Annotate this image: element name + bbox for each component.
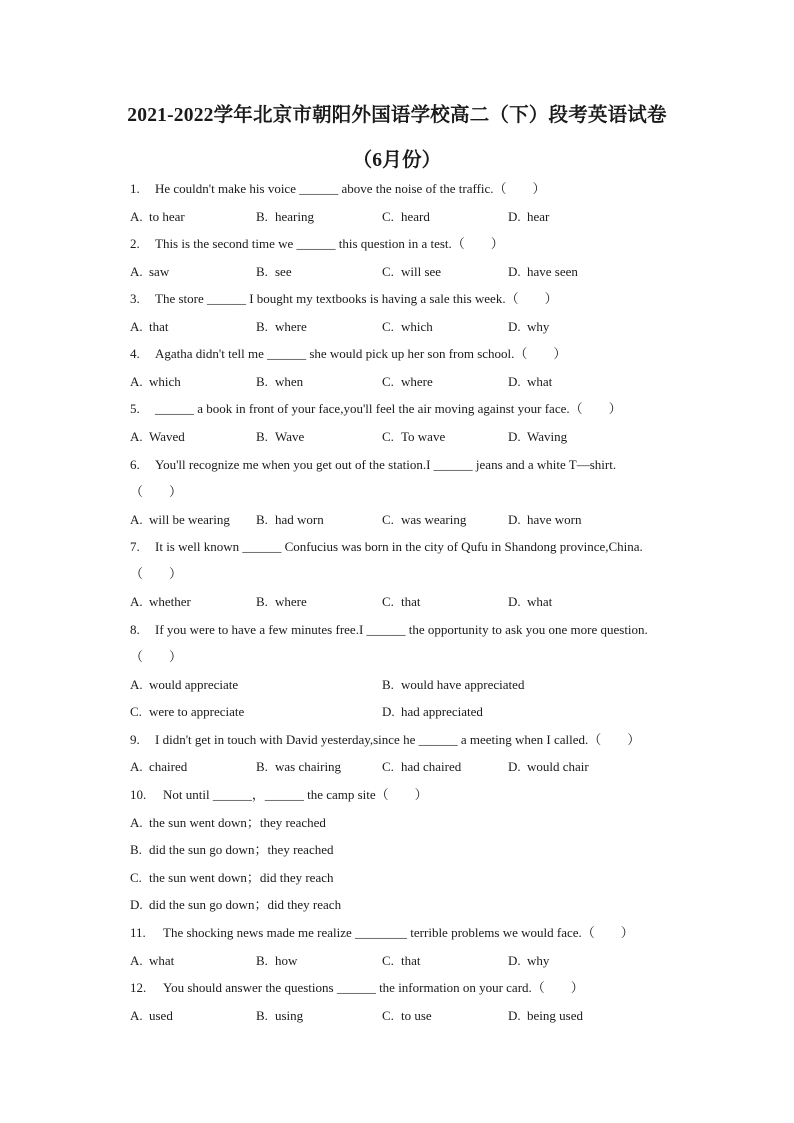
option-d[interactable] bbox=[508, 429, 567, 445]
option-letter: A. bbox=[130, 815, 143, 830]
option-b[interactable] bbox=[256, 953, 297, 969]
option-text: used bbox=[149, 1008, 173, 1023]
option-text: the sun went down；did they reach bbox=[149, 870, 334, 885]
option-b[interactable] bbox=[382, 677, 524, 693]
option-b[interactable] bbox=[256, 1008, 303, 1024]
option-d[interactable] bbox=[508, 759, 589, 775]
option-text: which bbox=[149, 374, 181, 389]
option-a[interactable] bbox=[130, 759, 187, 775]
option-text: which bbox=[401, 319, 433, 334]
question-11 bbox=[130, 925, 634, 941]
option-c[interactable] bbox=[382, 594, 421, 610]
question-7 bbox=[130, 539, 643, 555]
option-letter: C. bbox=[130, 870, 142, 885]
option-b[interactable] bbox=[256, 594, 307, 610]
option-d[interactable] bbox=[508, 209, 549, 225]
option-text: when bbox=[275, 374, 304, 389]
question-number: 9. bbox=[130, 732, 140, 747]
option-letter: B. bbox=[382, 677, 394, 692]
exam-subtitle: （6月份） bbox=[352, 150, 442, 171]
option-d[interactable] bbox=[508, 594, 552, 610]
question-text: Not until ______，______ the camp site（ ） bbox=[163, 787, 428, 802]
option-c[interactable] bbox=[382, 209, 430, 225]
answer-bracket: （ ） bbox=[130, 649, 183, 664]
question-number: 11. bbox=[130, 925, 146, 940]
option-b[interactable] bbox=[256, 429, 304, 445]
option-text: would have appreciated bbox=[401, 677, 525, 692]
option-text: how bbox=[275, 953, 298, 968]
option-text: that bbox=[149, 319, 169, 334]
question-2 bbox=[130, 236, 504, 252]
option-text: will see bbox=[401, 264, 442, 279]
option-text: where bbox=[401, 374, 433, 389]
option-a[interactable] bbox=[130, 815, 326, 831]
question-number: 4. bbox=[130, 346, 140, 361]
question-number: 3. bbox=[130, 291, 140, 306]
option-d[interactable] bbox=[130, 897, 341, 913]
option-d[interactable] bbox=[382, 704, 483, 720]
option-text: had chaired bbox=[401, 759, 462, 774]
option-letter: D. bbox=[508, 209, 521, 224]
option-text: would appreciate bbox=[149, 677, 239, 692]
option-a[interactable] bbox=[130, 1008, 173, 1024]
option-text: heard bbox=[401, 209, 430, 224]
option-d[interactable] bbox=[508, 512, 582, 528]
option-text: Waved bbox=[149, 429, 185, 444]
question-text: The store ______ I bought my textbooks is having a sale this week.（ ） bbox=[155, 291, 558, 306]
question-number: 8. bbox=[130, 622, 140, 637]
option-c[interactable] bbox=[382, 374, 433, 390]
option-a[interactable] bbox=[130, 209, 185, 225]
option-b[interactable] bbox=[256, 759, 341, 775]
option-b[interactable] bbox=[256, 319, 307, 335]
option-letter: A. bbox=[130, 1008, 143, 1023]
option-letter: D. bbox=[508, 1008, 521, 1023]
option-letter: A. bbox=[130, 319, 143, 334]
option-letter: D. bbox=[508, 512, 521, 527]
question-5 bbox=[130, 401, 622, 417]
question-text: You should answer the questions ______ the information on your card.（ ） bbox=[163, 980, 584, 995]
option-letter: D. bbox=[508, 429, 521, 444]
question-9 bbox=[130, 732, 640, 748]
option-text: was wearing bbox=[401, 512, 467, 527]
option-text: Wave bbox=[275, 429, 305, 444]
option-d[interactable] bbox=[508, 319, 549, 335]
question-text: ______ a book in front of your face,you'll feel the air moving against your face.（ ） bbox=[155, 401, 622, 416]
option-text: did the sun go down；did they reach bbox=[149, 897, 342, 912]
option-text: being used bbox=[527, 1008, 583, 1023]
option-text: where bbox=[275, 319, 307, 334]
question-10 bbox=[130, 787, 428, 803]
option-text: hear bbox=[527, 209, 550, 224]
option-text: To wave bbox=[401, 429, 446, 444]
option-letter: B. bbox=[256, 374, 268, 389]
option-letter: D. bbox=[508, 319, 521, 334]
option-text: the sun went down；they reached bbox=[149, 815, 326, 830]
option-c[interactable] bbox=[382, 953, 421, 969]
option-letter: B. bbox=[130, 842, 142, 857]
option-letter: D. bbox=[508, 759, 521, 774]
option-text: why bbox=[527, 319, 550, 334]
option-letter: C. bbox=[382, 429, 394, 444]
option-text: that bbox=[401, 594, 421, 609]
option-letter: C. bbox=[382, 512, 394, 527]
question-4 bbox=[130, 346, 566, 362]
answer-bracket: （ ） bbox=[130, 566, 183, 581]
option-text: that bbox=[401, 953, 421, 968]
option-text: to use bbox=[401, 1008, 432, 1023]
answer-bracket: （ ） bbox=[130, 484, 183, 499]
question-number: 10. bbox=[130, 787, 147, 802]
option-letter: A. bbox=[130, 594, 143, 609]
option-text: what bbox=[149, 953, 175, 968]
option-a[interactable] bbox=[130, 319, 169, 335]
question-text: If you were to have a few minutes free.I ______ the opportunity to ask you one more question. bbox=[155, 622, 648, 637]
option-text: Waving bbox=[527, 429, 568, 444]
option-letter: B. bbox=[256, 429, 268, 444]
option-b[interactable] bbox=[256, 264, 292, 280]
question-text: Agatha didn't tell me ______ she would pick up her son from school.（ ） bbox=[155, 346, 567, 361]
option-letter: A. bbox=[130, 677, 143, 692]
option-letter: C. bbox=[382, 953, 394, 968]
option-letter: D. bbox=[508, 264, 521, 279]
question-number: 1. bbox=[130, 181, 140, 196]
option-a[interactable] bbox=[130, 374, 181, 390]
option-b[interactable] bbox=[256, 512, 324, 528]
option-letter: A. bbox=[130, 512, 143, 527]
option-letter: C. bbox=[130, 704, 142, 719]
option-letter: A. bbox=[130, 759, 143, 774]
option-text: were to appreciate bbox=[149, 704, 245, 719]
option-letter: B. bbox=[256, 953, 268, 968]
option-letter: D. bbox=[382, 704, 395, 719]
option-c[interactable] bbox=[382, 429, 445, 445]
option-letter: A. bbox=[130, 264, 143, 279]
option-text: saw bbox=[149, 264, 170, 279]
option-b[interactable] bbox=[130, 842, 333, 858]
option-letter: C. bbox=[382, 264, 394, 279]
option-letter: A. bbox=[130, 953, 143, 968]
option-letter: C. bbox=[382, 209, 394, 224]
option-letter: B. bbox=[256, 512, 268, 527]
option-text: was chairing bbox=[275, 759, 342, 774]
question-8 bbox=[130, 622, 648, 638]
option-text: would chair bbox=[527, 759, 589, 774]
option-d[interactable] bbox=[508, 953, 549, 969]
question-number: 5. bbox=[130, 401, 140, 416]
option-text: have seen bbox=[527, 264, 578, 279]
option-c[interactable] bbox=[130, 870, 333, 886]
option-letter: A. bbox=[130, 209, 143, 224]
exam-title: 2021-2022学年北京市朝阳外国语学校高二（下）段考英语试卷 bbox=[127, 105, 667, 126]
option-b[interactable] bbox=[256, 209, 314, 225]
option-letter: D. bbox=[508, 594, 521, 609]
option-text: where bbox=[275, 594, 307, 609]
option-text: chaired bbox=[149, 759, 188, 774]
question-text: It is well known ______ Confucius was born in the city of Qufu in Shandong province,China. bbox=[155, 539, 643, 554]
option-text: to hear bbox=[149, 209, 185, 224]
option-c[interactable] bbox=[382, 319, 433, 335]
option-d[interactable] bbox=[508, 1008, 583, 1024]
option-b[interactable] bbox=[256, 374, 303, 390]
option-letter: C. bbox=[382, 594, 394, 609]
option-text: what bbox=[527, 594, 553, 609]
option-letter: C. bbox=[382, 759, 394, 774]
option-letter: B. bbox=[256, 759, 268, 774]
option-text: see bbox=[275, 264, 292, 279]
question-text: This is the second time we ______ this question in a test.（ ） bbox=[155, 236, 504, 251]
option-text: will be wearing bbox=[149, 512, 230, 527]
question-text: He couldn't make his voice ______ above the noise of the traffic.（ ） bbox=[155, 181, 546, 196]
option-letter: C. bbox=[382, 319, 394, 334]
option-letter: D. bbox=[508, 953, 521, 968]
option-a[interactable] bbox=[130, 953, 174, 969]
option-text: why bbox=[527, 953, 550, 968]
option-a[interactable] bbox=[130, 594, 191, 610]
option-letter: D. bbox=[508, 374, 521, 389]
question-text: You'll recognize me when you get out of the station.I ______ jeans and a white T—shirt. bbox=[155, 457, 617, 472]
option-c[interactable] bbox=[382, 1008, 432, 1024]
option-letter: D. bbox=[130, 897, 143, 912]
option-letter: B. bbox=[256, 1008, 268, 1023]
question-1 bbox=[130, 181, 546, 197]
option-d[interactable] bbox=[508, 264, 578, 280]
option-letter: C. bbox=[382, 374, 394, 389]
option-letter: A. bbox=[130, 374, 143, 389]
option-text: what bbox=[527, 374, 553, 389]
question-number: 2. bbox=[130, 236, 140, 251]
option-letter: B. bbox=[256, 319, 268, 334]
option-c[interactable] bbox=[382, 759, 461, 775]
question-number: 7. bbox=[130, 539, 140, 554]
question-3 bbox=[130, 291, 558, 307]
option-a[interactable] bbox=[130, 512, 230, 528]
option-letter: B. bbox=[256, 264, 268, 279]
option-d[interactable] bbox=[508, 374, 552, 390]
question-6 bbox=[130, 457, 616, 473]
question-12 bbox=[130, 980, 584, 996]
option-letter: A. bbox=[130, 429, 143, 444]
option-text: have worn bbox=[527, 512, 582, 527]
option-text: had appreciated bbox=[401, 704, 483, 719]
option-c[interactable] bbox=[130, 704, 244, 720]
option-text: whether bbox=[149, 594, 191, 609]
question-number: 6. bbox=[130, 457, 140, 472]
question-text: I didn't get in touch with David yesterday,since he ______ a meeting when I called.（ ） bbox=[155, 732, 641, 747]
option-c[interactable] bbox=[382, 264, 441, 280]
option-text: did the sun go down；they reached bbox=[149, 842, 334, 857]
option-text: using bbox=[275, 1008, 304, 1023]
option-c[interactable] bbox=[382, 512, 466, 528]
option-text: hearing bbox=[275, 209, 314, 224]
option-a[interactable] bbox=[130, 264, 169, 280]
option-a[interactable] bbox=[130, 429, 185, 445]
option-letter: B. bbox=[256, 209, 268, 224]
question-number: 12. bbox=[130, 980, 147, 995]
option-text: had worn bbox=[275, 512, 324, 527]
option-letter: C. bbox=[382, 1008, 394, 1023]
option-a[interactable] bbox=[130, 677, 238, 693]
question-text: The shocking news made me realize ________ terrible problems we would face.（ ） bbox=[163, 925, 634, 940]
option-letter: B. bbox=[256, 594, 268, 609]
